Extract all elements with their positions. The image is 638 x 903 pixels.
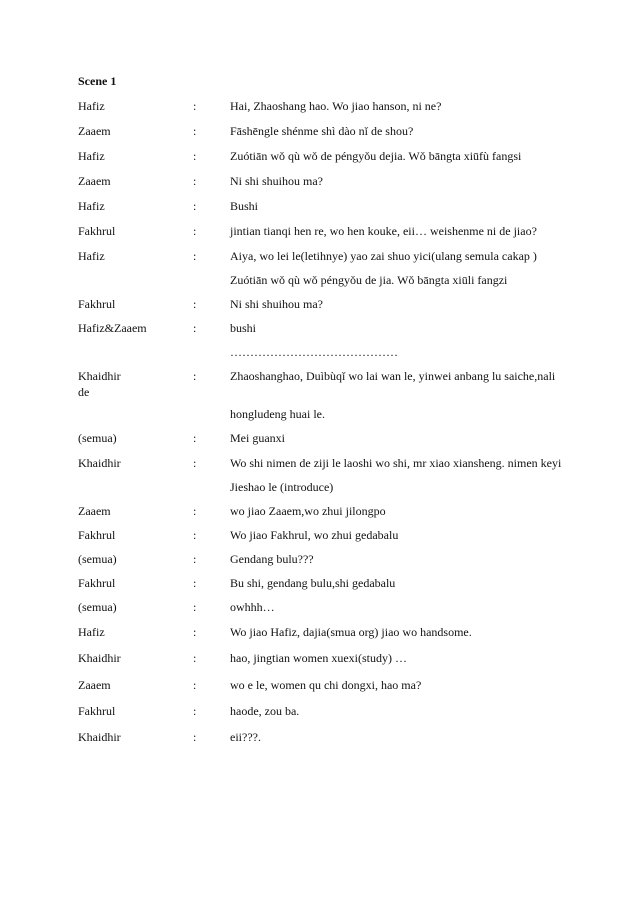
scene-title: Scene 1 xyxy=(78,74,117,88)
speaker-colon: : xyxy=(193,99,197,113)
speaker-name: Zaaem xyxy=(78,124,111,138)
speaker-name: Hafiz&Zaaem xyxy=(78,321,147,335)
speaker-colon: : xyxy=(193,625,197,639)
speaker-name: Hafiz xyxy=(78,199,105,213)
dialogue-text: Zuótiān wǒ qù wǒ de péngyǒu dejia. Wǒ bāngta xiūfù fangsi xyxy=(230,149,522,163)
speaker-colon: : xyxy=(193,651,197,665)
speaker-name: Zaaem xyxy=(78,174,111,188)
dialogue-line xyxy=(0,551,638,567)
dialogue-text: eii???. xyxy=(230,730,261,744)
speaker-name-wrap xyxy=(0,384,638,400)
speaker-name: Fakhrul xyxy=(78,224,116,238)
speaker-name: (semua) xyxy=(78,552,117,566)
dialogue-line xyxy=(0,503,638,519)
speaker-colon: : xyxy=(193,678,197,692)
speaker-colon: : xyxy=(193,552,197,566)
dialogue-text: owhhh… xyxy=(230,600,275,614)
speaker-colon: : xyxy=(193,528,197,542)
dialogue-line xyxy=(0,198,638,214)
dialogue-text: hao, jingtian women xuexi(study) … xyxy=(230,651,407,665)
dialogue-line xyxy=(0,527,638,543)
speaker-colon: : xyxy=(193,249,197,263)
speaker-colon: : xyxy=(193,576,197,590)
speaker-name: Zaaem xyxy=(78,504,111,518)
dialogue-line xyxy=(0,98,638,114)
speaker-name: Hafiz xyxy=(78,149,105,163)
dialogue-line xyxy=(0,455,638,471)
dialogue-text: Zhaoshanghao, Duìbùqǐ wo lai wan le, yinwei anbang lu saiche,nali xyxy=(230,369,556,383)
speaker-name: Fakhrul xyxy=(78,297,116,311)
dialogue-line xyxy=(0,650,638,666)
speaker-colon: : xyxy=(193,730,197,744)
speaker-colon: : xyxy=(193,149,197,163)
dialogue-text: Zuótiān wǒ qù wǒ péngyǒu de jia. Wǒ bāngta xiūli fangzi xyxy=(230,273,508,287)
speaker-name: (semua) xyxy=(78,600,117,614)
dialogue-line xyxy=(0,624,638,640)
speaker-name: Zaaem xyxy=(78,678,111,692)
speaker-colon: : xyxy=(193,199,197,213)
dialogue-line xyxy=(0,320,638,336)
dialogue-line xyxy=(0,296,638,312)
speaker-colon: : xyxy=(193,704,197,718)
dialogue-text: Ni shi shuihou ma? xyxy=(230,297,323,311)
dialogue-text: Bushi xyxy=(230,199,259,213)
dialogue-text: Aiya, wo lei le(letihnye) yao zai shuo yici(ulang semula cakap ) xyxy=(230,249,537,263)
speaker-name-continuation: de xyxy=(78,385,90,399)
speaker-colon: : xyxy=(193,297,197,311)
speaker-colon: : xyxy=(193,600,197,614)
dialogue-line xyxy=(0,599,638,615)
dialogue-line xyxy=(0,223,638,239)
dialogue-text: Wo jiao Hafiz, dajia(smua org) jiao wo handsome. xyxy=(230,625,472,639)
dialogue-text: Fāshēngle shénme shì dào nǐ de shou? xyxy=(230,124,414,138)
dialogue-line xyxy=(0,575,638,591)
speaker-name: Hafiz xyxy=(78,249,105,263)
speaker-colon: : xyxy=(193,224,197,238)
dialogue-continuation xyxy=(0,272,638,288)
speaker-name: Khaidhir xyxy=(78,651,121,665)
dialogue-line xyxy=(0,248,638,264)
speaker-name: Fakhrul xyxy=(78,704,116,718)
dialogue-text: Wo shi nimen de ziji le laoshi wo shi, mr xiao xiansheng. nimen keyi xyxy=(230,456,562,470)
dialogue-text: Ni shi shuihou ma? xyxy=(230,174,323,188)
speaker-colon: : xyxy=(193,369,197,383)
speaker-colon: : xyxy=(193,504,197,518)
dialogue-text: bushi xyxy=(230,321,257,335)
dialogue-line xyxy=(0,729,638,745)
speaker-name: Fakhrul xyxy=(78,528,116,542)
dialogue-text: Jieshao le (introduce) xyxy=(230,480,334,494)
speaker-colon: : xyxy=(193,456,197,470)
speaker-name: (semua) xyxy=(78,431,117,445)
speaker-name: Hafiz xyxy=(78,99,105,113)
dotted-separator xyxy=(0,344,638,360)
speaker-name: Khaidhir xyxy=(78,369,121,383)
dialogue-line xyxy=(0,123,638,139)
speaker-name: Fakhrul xyxy=(78,576,116,590)
dialogue-continuation xyxy=(0,406,638,422)
dialogue-text: Hai, Zhaoshang hao. Wo jiao hanson, ni ne? xyxy=(230,99,442,113)
speaker-name: Khaidhir xyxy=(78,730,121,744)
dialogue-line xyxy=(0,677,638,693)
speaker-colon: : xyxy=(193,321,197,335)
dialogue-line xyxy=(0,368,638,384)
dialogue-text: haode, zou ba. xyxy=(230,704,300,718)
dialogue-text: wo e le, women qu chi dongxi, hao ma? xyxy=(230,678,422,692)
speaker-colon: : xyxy=(193,124,197,138)
dialogue-line xyxy=(0,173,638,189)
dialogue-text: Mei guanxi xyxy=(230,431,285,445)
speaker-name: Khaidhir xyxy=(78,456,121,470)
dialogue-text: wo jiao Zaaem,wo zhui jilongpo xyxy=(230,504,386,518)
dialogue-text: jintian tianqi hen re, wo hen kouke, eii… weishenme ni de jiao? xyxy=(230,224,537,238)
separator-text: …………………………………… xyxy=(230,345,398,359)
dialogue-text: Wo jiao Fakhrul, wo zhui gedabalu xyxy=(230,528,399,542)
dialogue-text: hongludeng huai le. xyxy=(230,407,325,421)
speaker-colon: : xyxy=(193,431,197,445)
dialogue-text: Gendang bulu??? xyxy=(230,552,314,566)
dialogue-line xyxy=(0,430,638,446)
dialogue-continuation xyxy=(0,479,638,495)
dialogue-text: Bu shi, gendang bulu,shi gedabalu xyxy=(230,576,396,590)
dialogue-line xyxy=(0,703,638,719)
speaker-colon: : xyxy=(193,174,197,188)
speaker-name: Hafiz xyxy=(78,625,105,639)
dialogue-line xyxy=(0,148,638,164)
